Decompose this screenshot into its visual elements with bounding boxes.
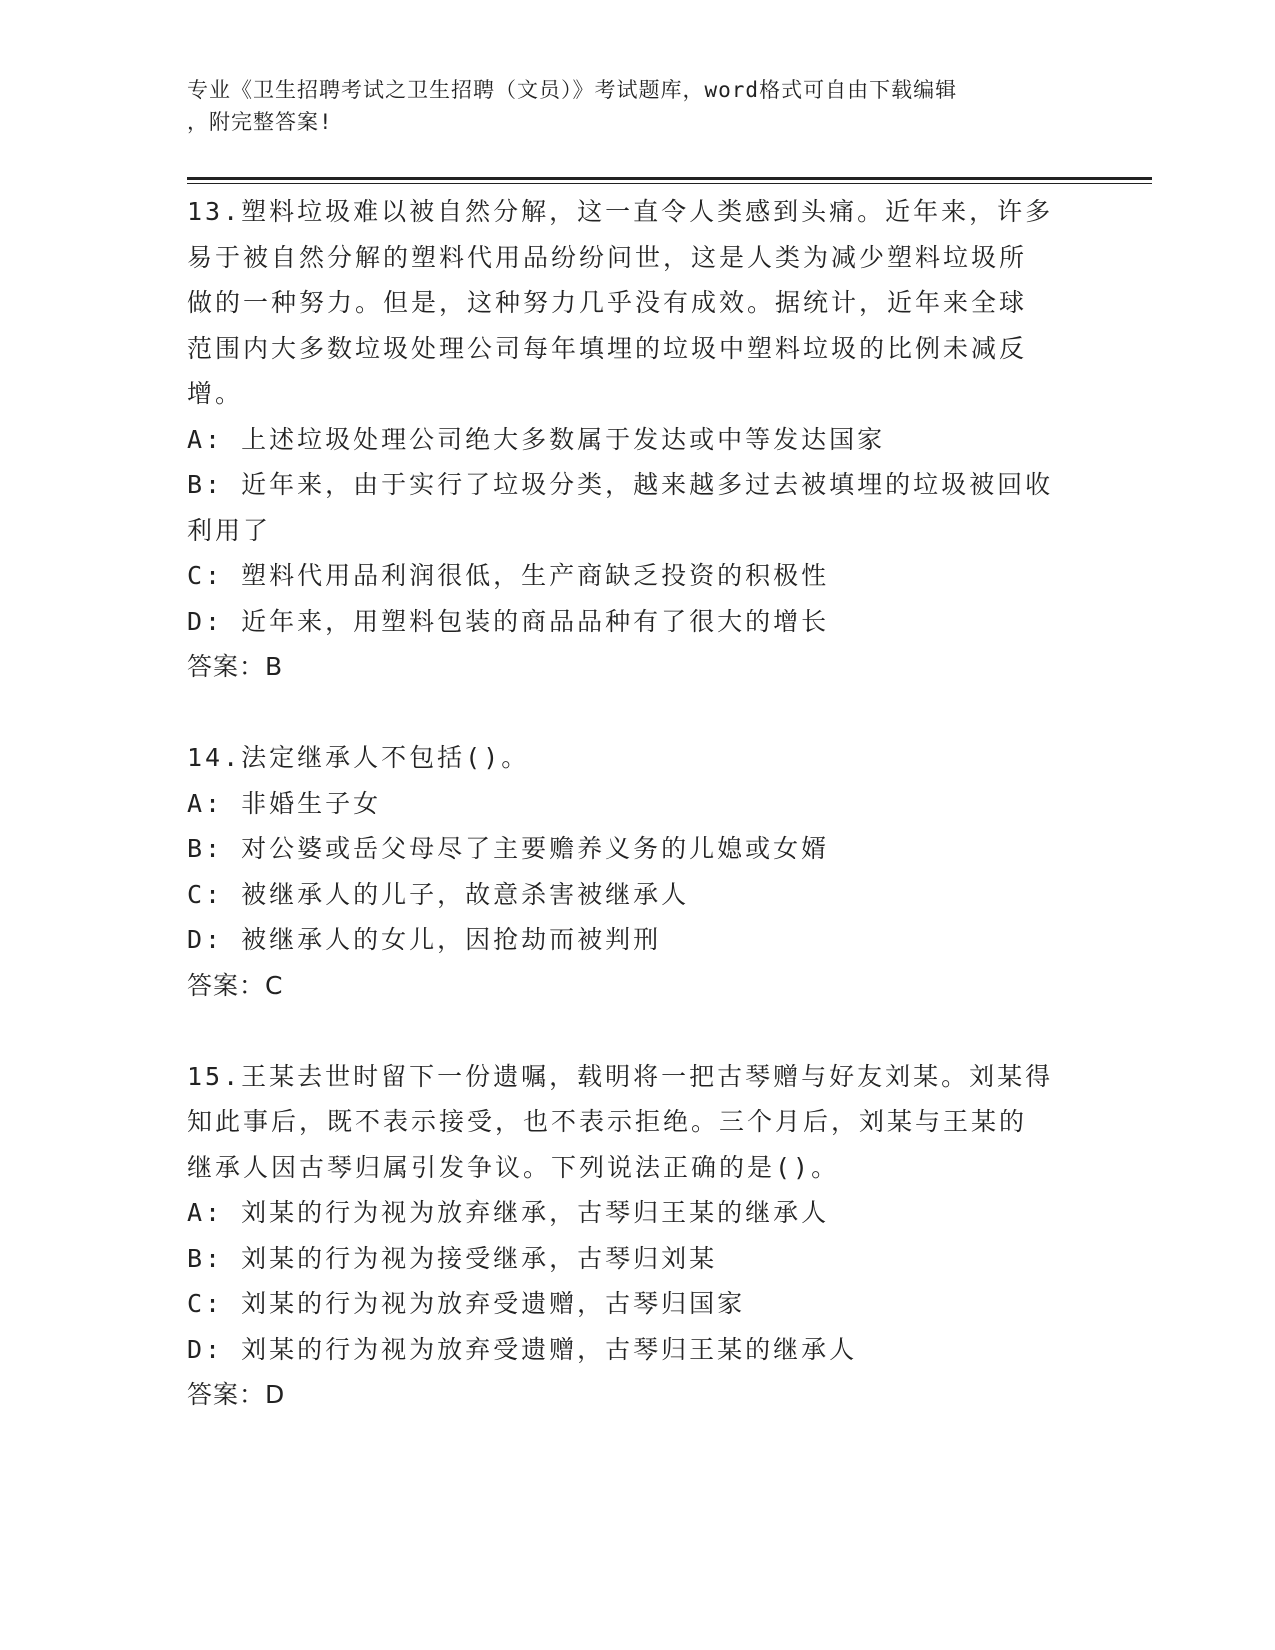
header-line-1: 专业《卫生招聘考试之卫生招聘（文员）》考试题库，word格式可自由下载编辑 <box>187 78 958 102</box>
question-stem-line: 增。 <box>187 379 244 408</box>
header-divider-thick <box>187 177 1152 180</box>
option-b: B: 刘某的行为视为接受继承，古琴归刘某 <box>187 1243 718 1273</box>
document-header <box>187 74 1087 138</box>
question-13 <box>187 189 1087 690</box>
question-stem-line: 易于被自然分解的塑料代用品纷纷问世，这是人类为减少塑料垃圾所 <box>187 242 1028 272</box>
option-d: D: 近年来，用塑料包装的商品品种有了很大的增长 <box>187 606 830 636</box>
question-stem-line: 做的一种努力。但是，这种努力几乎没有成效。据统计，近年来全球 <box>187 288 1028 317</box>
option-c: C: 刘某的行为视为放弃受遗赠，古琴归国家 <box>187 1289 746 1318</box>
option-c: C: 被继承人的儿子，故意杀害被继承人 <box>187 879 690 909</box>
option-a: A: 上述垃圾处理公司绝大多数属于发达或中等发达国家 <box>187 424 886 454</box>
answer-label: 答案：D <box>187 1380 286 1409</box>
question-stem-line: 14.法定继承人不包括()。 <box>187 743 530 772</box>
option-d: D: 刘某的行为视为放弃受遗赠，古琴归王某的继承人 <box>187 1334 858 1364</box>
option-c: C: 塑料代用品利润很低，生产商缺乏投资的积极性 <box>187 561 830 590</box>
header-line-2: ，附完整答案! <box>187 110 333 134</box>
question-stem-line: 15.王某去世时留下一份遗嘱，载明将一把古琴赠与好友刘某。刘某得 <box>187 1061 1054 1091</box>
option-b: B: 近年来，由于实行了垃圾分类，越来越多过去被填埋的垃圾被回收 <box>187 470 1054 499</box>
option-b-continued: 利用了 <box>187 515 272 545</box>
option-d: D: 被继承人的女儿，因抢劫而被判刑 <box>187 925 662 954</box>
option-a: A: 刘某的行为视为放弃继承，古琴归王某的继承人 <box>187 1198 830 1227</box>
question-list <box>187 189 1087 1418</box>
question-stem-line: 知此事后，既不表示接受，也不表示拒绝。三个月后，刘某与王某的 <box>187 1107 1028 1136</box>
question-15 <box>187 1054 1087 1418</box>
header-divider-thin <box>187 183 1152 184</box>
question-stem-line: 13.塑料垃圾难以被自然分解，这一直令人类感到头痛。近年来，许多 <box>187 197 1054 226</box>
answer-label: 答案：B <box>187 652 284 681</box>
question-stem-line: 继承人因古琴归属引发争议。下列说法正确的是()。 <box>187 1152 840 1182</box>
answer-label: 答案：C <box>187 970 284 1000</box>
option-b: B: 对公婆或岳父母尽了主要赡养义务的儿媳或女婿 <box>187 834 830 863</box>
question-14 <box>187 735 1087 1008</box>
option-a: A: 非婚生子女 <box>187 788 382 818</box>
question-stem-line: 范围内大多数垃圾处理公司每年填埋的垃圾中塑料垃圾的比例未减反 <box>187 333 1028 363</box>
